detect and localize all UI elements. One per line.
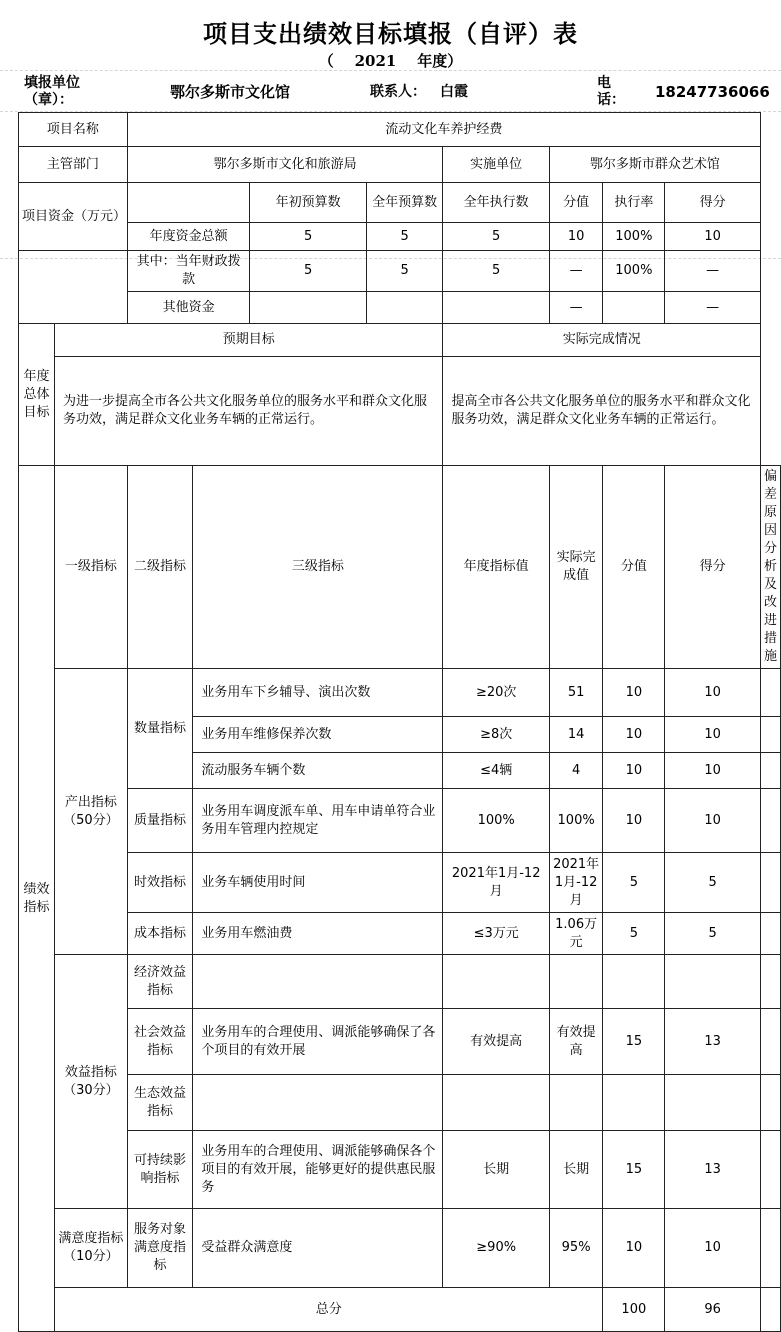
indicator-row <box>19 913 781 955</box>
score: 10 <box>665 669 761 717</box>
funds-header-row <box>19 183 781 223</box>
project-name-row <box>19 113 781 147</box>
target-value: ≤4辆 <box>443 753 549 789</box>
target-value: 有效提高 <box>443 1009 549 1075</box>
indicator-row <box>19 853 781 913</box>
funds-header-executed: 全年执行数 <box>443 183 549 223</box>
funds-cell <box>443 292 549 324</box>
performance-table <box>18 112 781 1332</box>
indicator-header: 一级指标 <box>55 466 128 669</box>
indicator-header: 三级指标 <box>193 466 443 669</box>
total-label: 总分 <box>55 1288 603 1332</box>
level3-name: 业务用车下乡辅导、演出次数 <box>193 669 443 717</box>
funds-row-total <box>19 223 781 251</box>
score: 13 <box>665 1009 761 1075</box>
form-title: 项目支出绩效目标填报（自评）表 <box>203 19 578 48</box>
score-value: 10 <box>603 717 665 753</box>
goals-text-row <box>19 357 781 466</box>
indicator-header: 偏差原因分析及改进措施 <box>760 466 780 669</box>
funds-header-blank <box>127 183 250 223</box>
level2-social: 社会效益指标 <box>127 1009 193 1075</box>
target-value: ≥8次 <box>443 717 549 753</box>
indicator-header: 年度指标值 <box>443 466 549 669</box>
score-value: 10 <box>603 789 665 853</box>
funds-row-label: 其中：当年财政拨款 <box>127 251 250 292</box>
funds-header-score: 得分 <box>665 183 761 223</box>
goals-expected-header: 预期目标 <box>55 324 443 357</box>
funds-cell <box>366 292 443 324</box>
deviation-reason <box>760 1009 780 1075</box>
level3-name: 业务用车调度派车单、用车申请单符合业务用车管理内控规定 <box>193 789 443 853</box>
year-close: 年度） <box>417 52 463 70</box>
target-value: 100% <box>443 789 549 853</box>
funds-cell: 5 <box>250 251 366 292</box>
level3-name <box>193 955 443 1009</box>
funds-cell: — <box>549 251 602 292</box>
target-value <box>443 1075 549 1131</box>
deviation-reason <box>760 1209 780 1288</box>
actual-value: 2021年1月-12月 <box>549 853 602 913</box>
level2-timeliness: 时效指标 <box>127 853 193 913</box>
funds-header-score-value: 分值 <box>549 183 602 223</box>
actual-value: 100% <box>549 789 602 853</box>
department-row <box>19 147 781 183</box>
actual-value: 14 <box>549 717 602 753</box>
funds-row-fiscal <box>19 251 781 292</box>
unit-label: 填报单位（章）： <box>24 75 80 108</box>
indicator-header: 二级指标 <box>127 466 193 669</box>
funds-row-label: 年度资金总额 <box>127 223 250 251</box>
level1-benefit: 效益指标（30分） <box>55 955 128 1209</box>
funds-cell <box>603 292 665 324</box>
score: 10 <box>665 1209 761 1288</box>
score-value <box>603 1075 665 1131</box>
score-value: 10 <box>603 669 665 717</box>
level2-sustainable: 可持续影响指标 <box>127 1131 193 1209</box>
score-value: 10 <box>603 1209 665 1288</box>
impl-value: 鄂尔多斯市群众艺术馆 <box>549 147 760 183</box>
level1-output: 产出指标（50分） <box>55 669 128 955</box>
level2-quantity: 数量指标 <box>127 669 193 789</box>
funds-cell: 5 <box>443 223 549 251</box>
score: 10 <box>665 789 761 853</box>
target-value: 长期 <box>443 1131 549 1209</box>
level2-quality: 质量指标 <box>127 789 193 853</box>
actual-value: 1.06万元 <box>549 913 602 955</box>
deviation-reason <box>760 955 780 1009</box>
funds-cell <box>250 292 366 324</box>
actual-value: 95% <box>549 1209 602 1288</box>
deviation-reason <box>760 789 780 853</box>
score-value: 5 <box>603 853 665 913</box>
total-row <box>19 1288 781 1332</box>
actual-value: 有效提高 <box>549 1009 602 1075</box>
indicator-row <box>19 1209 781 1288</box>
indicator-row <box>19 1131 781 1209</box>
target-value <box>443 955 549 1009</box>
score-value <box>603 955 665 1009</box>
funds-cell: 10 <box>549 223 602 251</box>
funds-label-blank <box>19 251 128 324</box>
level3-name: 受益群众满意度 <box>193 1209 443 1288</box>
total-score-value: 100 <box>603 1288 665 1332</box>
level3-name: 业务车辆使用时间 <box>193 853 443 913</box>
funds-row-other <box>19 292 781 324</box>
dept-value: 鄂尔多斯市文化和旅游局 <box>127 147 443 183</box>
level2-ecological: 生态效益指标 <box>127 1075 193 1131</box>
total-reason <box>760 1288 780 1332</box>
indicator-row <box>19 789 781 853</box>
unit-value: 鄂尔多斯市文化馆 <box>170 83 291 101</box>
level3-name <box>193 1075 443 1131</box>
funds-header-rate: 执行率 <box>603 183 665 223</box>
funds-cell: 5 <box>250 223 366 251</box>
level3-name: 业务用车维修保养次数 <box>193 717 443 753</box>
indicator-header: 实际完成值 <box>549 466 602 669</box>
phone-value: 18247736066 <box>655 83 770 101</box>
phone-label: 电话： <box>597 75 625 108</box>
funds-cell: 5 <box>443 251 549 292</box>
actual-value: 51 <box>549 669 602 717</box>
target-value: 2021年1月-12月 <box>443 853 549 913</box>
goals-actual-text: 提高全市各公共文化服务单位的服务水平和群众文化服务功效，满足群众文化业务车辆的正常运行。 <box>443 357 761 466</box>
level3-name: 流动服务车辆个数 <box>193 753 443 789</box>
indicator-row <box>19 669 781 717</box>
goals-actual-header: 实际完成情况 <box>443 324 761 357</box>
level3-name: 业务用车的合理使用、调派能够确保各个项目的有效开展，能够更好的提供惠民服务 <box>193 1131 443 1209</box>
level3-name: 业务用车燃油费 <box>193 913 443 955</box>
contact-label: 联系人： <box>370 84 426 100</box>
target-value: ≥20次 <box>443 669 549 717</box>
total-score: 96 <box>665 1288 761 1332</box>
funds-cell: — <box>665 251 761 292</box>
dept-label: 主管部门 <box>19 147 128 183</box>
deviation-reason <box>760 853 780 913</box>
deviation-reason <box>760 753 780 789</box>
funds-label: 项目资金（万元） <box>19 183 128 251</box>
contact-value: 白霞 <box>440 84 468 100</box>
level3-name: 业务用车的合理使用、调派能够确保了各个项目的有效开展 <box>193 1009 443 1075</box>
actual-value: 长期 <box>549 1131 602 1209</box>
indicator-row <box>19 1075 781 1131</box>
deviation-reason <box>760 913 780 955</box>
score-value: 10 <box>603 753 665 789</box>
score-value: 5 <box>603 913 665 955</box>
funds-cell: 100% <box>603 251 665 292</box>
goals-expected-text: 为进一步提高全市各公共文化服务单位的服务水平和群众文化服务功效，满足群众文化业务车辆的正常运行。 <box>55 357 443 466</box>
project-name-label: 项目名称 <box>19 113 128 147</box>
deviation-reason <box>760 669 780 717</box>
funds-cell: — <box>549 292 602 324</box>
funds-cell: 5 <box>366 251 443 292</box>
score <box>665 955 761 1009</box>
deviation-reason <box>760 1131 780 1209</box>
impl-label: 实施单位 <box>443 147 549 183</box>
actual-value <box>549 1075 602 1131</box>
target-value: ≤3万元 <box>443 913 549 955</box>
indicator-row <box>19 1009 781 1075</box>
indicator-row <box>19 955 781 1009</box>
funds-cell: 100% <box>603 223 665 251</box>
actual-value <box>549 955 602 1009</box>
score <box>665 1075 761 1131</box>
project-name-value: 流动文化车养护经费 <box>127 113 760 147</box>
indicator-header-row <box>19 466 781 669</box>
target-value: ≥90% <box>443 1209 549 1288</box>
score-value: 15 <box>603 1131 665 1209</box>
goals-header-row <box>19 324 781 357</box>
deviation-reason <box>760 1075 780 1131</box>
level2-cost: 成本指标 <box>127 913 193 955</box>
score: 10 <box>665 717 761 753</box>
level2-service: 服务对象满意度指标 <box>127 1209 193 1288</box>
score: 10 <box>665 753 761 789</box>
level2-economic: 经济效益指标 <box>127 955 193 1009</box>
actual-value: 4 <box>549 753 602 789</box>
goals-label: 年度总体目标 <box>19 324 55 466</box>
indicators-section-label: 绩效指标 <box>19 466 55 1332</box>
year-open: （ <box>318 52 334 70</box>
funds-cell: 10 <box>665 223 761 251</box>
year-value: 2021 <box>354 52 397 70</box>
funds-header-initial: 年初预算数 <box>250 183 366 223</box>
funds-header-annual: 全年预算数 <box>366 183 443 223</box>
score-value: 15 <box>603 1009 665 1075</box>
score: 5 <box>665 913 761 955</box>
indicator-header: 分值 <box>603 466 665 669</box>
deviation-reason <box>760 717 780 753</box>
funds-cell: — <box>665 292 761 324</box>
score: 13 <box>665 1131 761 1209</box>
indicator-header: 得分 <box>665 466 761 669</box>
score: 5 <box>665 853 761 913</box>
funds-row-label: 其他资金 <box>127 292 250 324</box>
funds-cell: 5 <box>366 223 443 251</box>
level1-satisfaction: 满意度指标（10分） <box>55 1209 128 1288</box>
form-year-line <box>0 50 781 71</box>
